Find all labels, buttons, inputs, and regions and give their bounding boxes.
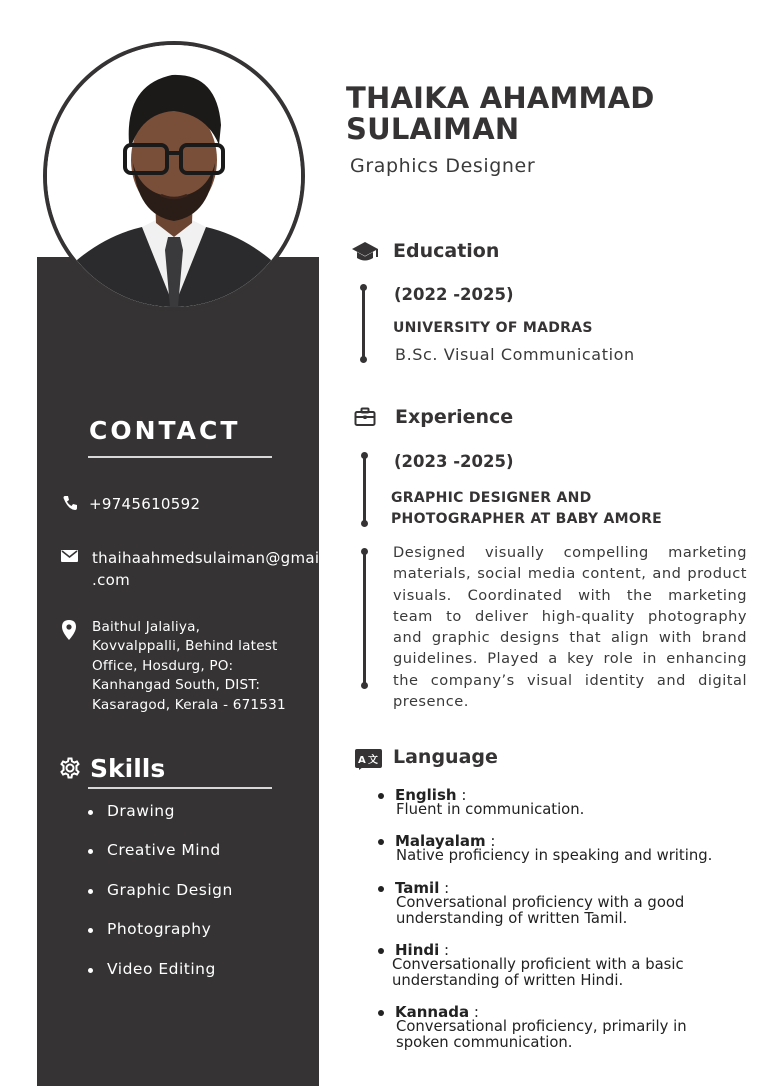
education-timeline xyxy=(362,287,365,359)
graduation-cap-icon xyxy=(351,240,379,268)
skill-item xyxy=(90,802,175,820)
gear-icon xyxy=(59,757,81,783)
skill-label: Photography xyxy=(107,920,212,938)
contact-email-line-1: thaihaahmedsulaiman@gmail xyxy=(92,549,324,567)
skill-item xyxy=(90,881,233,899)
address-line: Kanhangad South, DIST: xyxy=(92,677,261,694)
language-separator: : xyxy=(439,941,450,959)
translate-icon xyxy=(355,749,382,775)
language-description: Conversational proficiency, primarily in spoken communication. xyxy=(396,1018,687,1051)
experience-description-timeline xyxy=(363,551,366,685)
language-name: Tamil xyxy=(395,879,440,897)
education-institution: UNIVERSITY OF MADRAS xyxy=(393,320,593,336)
education-years: (2022 -2025) xyxy=(394,285,514,304)
profile-photo xyxy=(43,41,305,311)
phone-icon xyxy=(62,495,78,515)
skill-label: Video Editing xyxy=(107,960,216,978)
contact-email-line-2: .com xyxy=(92,571,131,589)
contact-title: CONTACT xyxy=(89,416,241,445)
education-title: Education xyxy=(393,240,500,262)
language-name: English xyxy=(395,786,457,804)
language-separator: : xyxy=(469,1003,479,1021)
profile-photo-illustration xyxy=(47,45,301,307)
svg-text:A: A xyxy=(358,755,366,766)
address-line: Kasaragod, Kerala - 671531 xyxy=(92,696,286,713)
education-degree: B.Sc. Visual Communication xyxy=(395,345,635,364)
language-separator: : xyxy=(456,786,467,804)
bullet xyxy=(378,839,384,845)
language-description: Conversational proficiency with a good understanding of written Tamil. xyxy=(396,894,685,927)
timeline-dot xyxy=(361,520,368,527)
experience-years: (2023 -2025) xyxy=(394,452,514,471)
skills-divider xyxy=(88,787,272,789)
contact-phone: +9745610592 xyxy=(89,495,201,513)
briefcase-icon xyxy=(354,407,376,431)
contact-address xyxy=(92,618,286,715)
bullet xyxy=(378,948,384,954)
contact-email xyxy=(92,547,324,591)
name-line-2: SULAIMAN xyxy=(346,112,520,146)
svg-text:文: 文 xyxy=(368,755,378,766)
language-description: Native proficiency in speaking and writing. xyxy=(396,847,713,864)
language-title: Language xyxy=(393,746,498,768)
experience-title: Experience xyxy=(395,406,514,428)
address-line: Kovvalppalli, Behind latest xyxy=(92,638,278,655)
bullet xyxy=(378,886,384,892)
bullet xyxy=(378,793,384,799)
name-line-1: THAIKA AHAMMAD xyxy=(346,81,655,115)
location-pin-icon xyxy=(62,620,76,644)
experience-timeline xyxy=(363,455,366,523)
skill-label: Creative Mind xyxy=(107,841,221,859)
language-separator: : xyxy=(439,879,450,897)
skill-item xyxy=(90,960,216,978)
address-line: Baithul Jalaliya, xyxy=(92,619,201,635)
timeline-dot xyxy=(361,682,368,689)
language-name: Hindi xyxy=(395,941,440,959)
skill-item xyxy=(90,841,221,859)
envelope-icon xyxy=(61,547,78,566)
language-description: Fluent in communication. xyxy=(396,801,585,818)
skill-item xyxy=(90,920,211,938)
language-name: Kannada xyxy=(395,1003,470,1021)
language-description: Conversationally proficient with a basic understanding of written Hindi. xyxy=(392,956,684,989)
skill-label: Drawing xyxy=(107,802,175,820)
contact-divider xyxy=(88,456,272,458)
language-name: Malayalam xyxy=(395,832,486,850)
timeline-dot xyxy=(360,356,367,363)
bullet xyxy=(378,1010,384,1016)
address-line: Office, Hosdurg, PO: xyxy=(92,657,234,674)
skill-label: Graphic Design xyxy=(107,881,233,899)
skills-title: Skills xyxy=(90,754,166,783)
job-role: Graphics Designer xyxy=(350,155,536,177)
language-separator: : xyxy=(485,832,496,850)
full-name xyxy=(346,83,746,145)
experience-description: Designed visually compelling marketing materials, social media content, and product visuals. Coordinated with the marketing team to deliver high-quality photography and graphic designs that align with brand guidelines. Played a key role in enhancing the company’s visual identity and digital presence. xyxy=(393,544,747,711)
experience-position-line-1: GRAPHIC DESIGNER AND xyxy=(391,490,592,506)
experience-position-line-2: PHOTOGRAPHER AT BABY AMORE xyxy=(391,511,663,527)
